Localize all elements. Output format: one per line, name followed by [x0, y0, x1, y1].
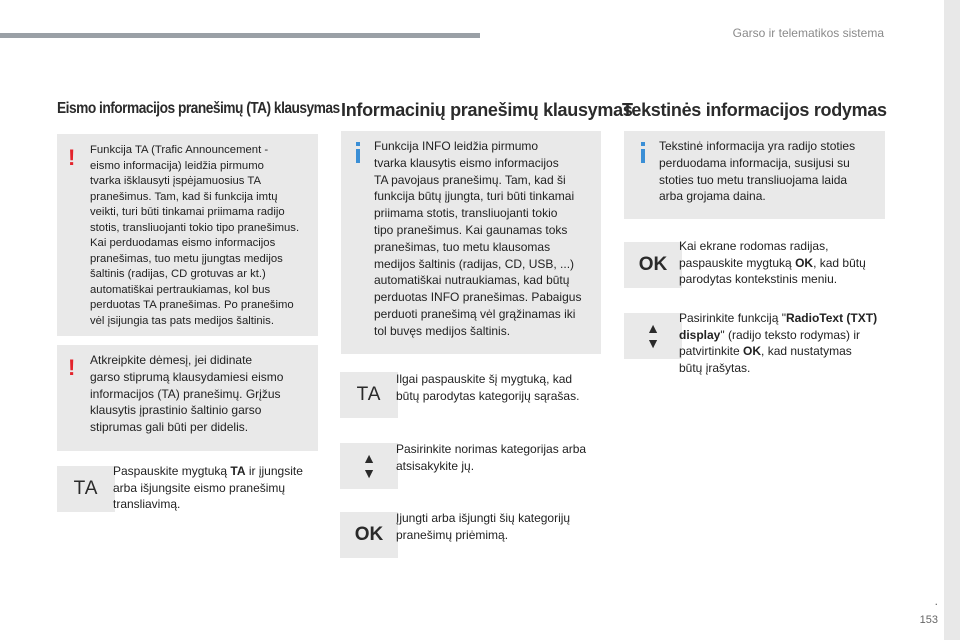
page-number: 153 [919, 614, 938, 626]
info-box-radiotext [624, 131, 885, 219]
text-line: priimama stotis, transliuojanti tokio [374, 206, 558, 221]
warning-box-ta-function [57, 134, 318, 336]
section-title-ta: Eismo informacijos pranešimų (TA) klausymas [57, 100, 340, 117]
text-line: pranešimas, tuo metu klausomas [374, 239, 551, 254]
text-line: pranešimas, tuo metu įjungtas medijos [90, 252, 283, 265]
category-select-instruction: Pasirinkite norimas kategorijas arba atsisakykite jų. [396, 442, 587, 473]
arrow-up-icon: ▲ [646, 320, 660, 336]
section-title-text: Tekstinės informacijos rodymas [622, 100, 887, 120]
up-down-arrows-icon [340, 443, 398, 489]
text-line: klausytis įprastinio šaltinio garso [90, 403, 262, 418]
warning-box-volume [57, 345, 318, 451]
info-icon [356, 142, 360, 164]
text-line: vėl įsijungia tas pats medijos šaltinis. [90, 314, 274, 327]
text-line: TA pavojaus pranešimų. Tam, kad ši [374, 172, 566, 187]
text-line: automatiškai nutraukiamas, kad būtų [374, 273, 570, 288]
text-line: garso stiprumą klausydamiesi eismo [90, 369, 284, 384]
text-line: stoties tuo metu transliuojama laida [659, 172, 848, 187]
right-margin-strip [944, 0, 960, 640]
page-header-title: Garso ir telematikos sistema [732, 26, 884, 40]
text-line: funkcija būtų įjungta, turi būti tinkamai [374, 189, 575, 204]
text-line: perduoti pranešimą vėl grąžinamas iki [374, 307, 576, 321]
page-dot: . [934, 594, 938, 608]
radiotext-select-instruction: Pasirinkite funkciją "RadioText (TXT) display" (radijo teksto rodymas) ir patvirtinkite OK, kad nustatymas būtų įrašytas. [679, 311, 878, 375]
warning-icon: ! [68, 355, 76, 380]
text-line: eismo informacija) leidžia pirmumo [90, 159, 264, 172]
warning-icon: ! [68, 145, 76, 170]
up-down-arrows-icon [624, 313, 682, 359]
info-box-info-function [341, 131, 601, 354]
text-line: Atkreipkite dėmesį, jei didinate [90, 353, 253, 367]
text-line: Funkcija INFO leidžia pirmumo [374, 139, 539, 153]
arrow-down-icon: ▼ [646, 335, 660, 351]
text-line: pranešimus. Tam, kad ši funkcija imtų [90, 190, 278, 203]
text-line: veikti, turi būti tinkamai priimama radijo [90, 206, 285, 218]
text-line: šaltinis (radijas, CD grotuvas ar kt.) [90, 268, 266, 280]
text-line: informacijos (TA) pranešimų. Grįžus [90, 386, 281, 401]
text-line: arba grojama daina. [659, 189, 766, 204]
text-line: Tekstinė informacija yra radijo stoties [659, 139, 856, 153]
ok-button-icon: OK [340, 512, 398, 558]
ok-button-icon: OK [624, 242, 682, 288]
arrow-down-icon: ▼ [362, 465, 376, 481]
text-line: automatiškai pertraukiamas, kol bus [90, 283, 271, 296]
text-line: perduodama informacija, susijusi su [659, 155, 850, 170]
text-line: Kai perduodamas eismo informacijos [90, 237, 276, 249]
header-rule [0, 33, 480, 38]
ok-context-menu-instruction: Kai ekrane rodomas radijas, paspauskite mygtuką OK, kad būtų parodytas kontekstinis meniu. [679, 239, 866, 286]
text-line: perduotas TA pranešimas. Po pranešimo [90, 299, 294, 311]
text-line: tol buvęs medijos šaltinis. [374, 323, 511, 338]
text-line: stiprumas gali būti per didelis. [90, 420, 249, 435]
arrow-up-icon: ▲ [362, 450, 376, 466]
section-title-info: Informacinių pranešimų klausymas [341, 100, 633, 120]
text-line: perduotas INFO pranešimas. Pabaigus [374, 290, 582, 305]
ta-button-icon: TA [57, 466, 115, 512]
info-icon [641, 142, 645, 164]
text-line: Funkcija TA (Trafic Announcement - [90, 144, 269, 156]
text-line: tipo pranešimus. Kai gaunamas toks [374, 223, 568, 237]
ok-toggle-instruction: Įjungti arba išjungti šių kategorijų pranešimų priėmimą. [396, 511, 571, 542]
ta-instruction: Paspauskite mygtuką TA ir įjungsite arba išjungsite eismo pranešimų transliavimą. [113, 464, 303, 511]
ta-long-press-instruction: Ilgai paspauskite šį mygtuką, kad būtų parodytas kategorijų sąrašas. [396, 372, 580, 403]
text-line: tvarka išklausyti įspėjamuosius TA [90, 175, 261, 187]
text-line: medijos šaltinis (radijas, CD, USB, ...) [374, 256, 575, 271]
ta-button-icon: TA [340, 372, 398, 418]
text-line: tvarka klausytis eismo informacijos [374, 155, 559, 170]
text-line: stotis, transliuojanti tokio tipo pranešimus. [90, 221, 300, 234]
